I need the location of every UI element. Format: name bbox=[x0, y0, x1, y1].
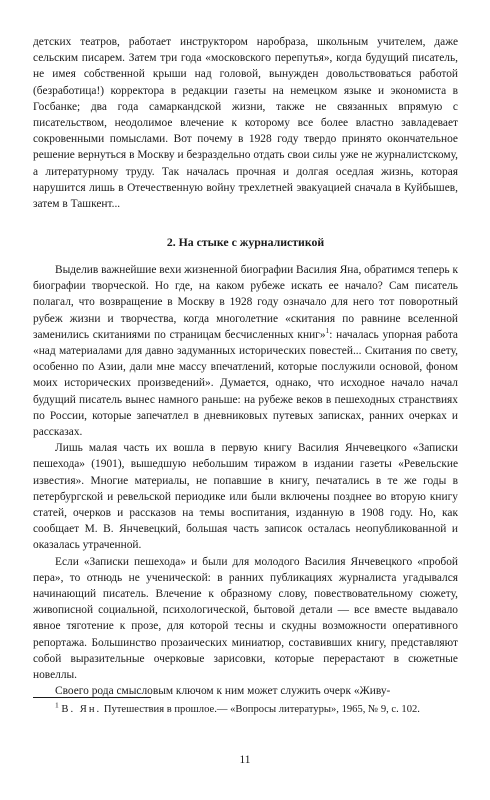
paragraph-text: : началась упорная работа «над материалами для давно задуманных исторических повестей... Скитания по свету, особенно по Азии, дали мне массу впечатлений, которые послужили основой, фоном моих исторических произведений». Думается, однако, что исходное начало начал будущий писатель вынес намного раньше: на рубеже веков в пешеходных странствиях по России, которые запечатлел в дневниковых путевых записках, ранних очерках и рассказах. bbox=[33, 328, 458, 439]
paragraph bbox=[33, 262, 458, 440]
section-heading: 2. На стыке с журналистикой bbox=[166, 235, 325, 249]
paragraph: Лишь малая часть их вошла в первую книгу Василия Янчевецкого «Записки пешехода» (1901), вышедшую небольшим тиражом в издании газеты «Ревельские известия». Многие материалы, не попавшие в книгу, печатались в те же годы в петербургской и ревельской периодике или были включены позднее во вторую книгу статей, очерков и рассказов на темы воспитания, изданную в 1908 году. Но, как сообщает М. В. Янчевецкий, большая часть записок осталась неопубликованной и оказалась утраченной. bbox=[33, 442, 458, 552]
page-number: 11 bbox=[239, 754, 251, 766]
text-block-top bbox=[33, 34, 458, 212]
footnote bbox=[33, 702, 458, 718]
paragraph: Если «Записки пешехода» и были для молодого Василия Янчевецкого «пробой пера», то отнюдь не ученической: в ранних публикациях журналиста угадывался начинающий писатель. Влечение к образному слову, повествовательному сюжету, живописной социальной, психологической, бытовой детали — все вместе выдавало явное тяготение к прозе, для которой тесны и скудны возможности оперативного репортажа. Большинство прозаических миниатюр, составивших книгу, представляют собой выразительные очерковые зарисовки, которые перерастают в сюжетные новеллы. bbox=[33, 555, 458, 682]
text-block-main bbox=[33, 262, 458, 699]
paragraph: Своего рода смысловым ключом к ним может служить очерк «Живу- bbox=[55, 685, 391, 698]
paragraph: детских театров, работает инструктором наробраза, школьным учителем, даже сельским писарем. Затем три года «московского перепутья», когда будущий писатель, не имея собственной крыши над головой, вынужден довольствоваться работой (безработица!) корректора в редакции газеты на немецком языке и экономиста в Госбанке; два года самаркандской жизни, также не связанных впрямую с писательством, неодолимое влечение к которому все более властно завладевает сокровенными помыслами. Вот почему в 1928 году твердо принято окончательное решение вернуться в Москву и безраздельно отдать свои силы уже не журналистскому, а литературному труду. Так началась прочная и долгая оседлая жизнь, которая нарушится лишь в Отечественную войну трехлетней эвакуацией сначала в Куйбышев, затем в Ташкент... bbox=[33, 36, 458, 211]
paragraph-text: Выделив важнейшие вехи жизненной биографии Василия Яна, обратимся теперь к биографии творческой. Но где, на каком рубеже искать ее начало? Сам писатель полагал, что возвращение в Москву в 1928 году означало для него тот поворотный рубеж жизни и творчества, когда многолетние «скитания по равнине вселенной заменились скитаниями по страницам бесчисленных книг» bbox=[33, 264, 458, 341]
footnote-mark: 1 bbox=[55, 700, 59, 710]
footnote-author: В. Ян. bbox=[61, 704, 102, 715]
footnote-reference[interactable]: 1 bbox=[325, 326, 330, 336]
footnote-divider bbox=[33, 697, 151, 698]
footnote-text: Путешествия в прошлое.— «Вопросы литературы», 1965, № 9, с. 102. bbox=[103, 704, 420, 715]
